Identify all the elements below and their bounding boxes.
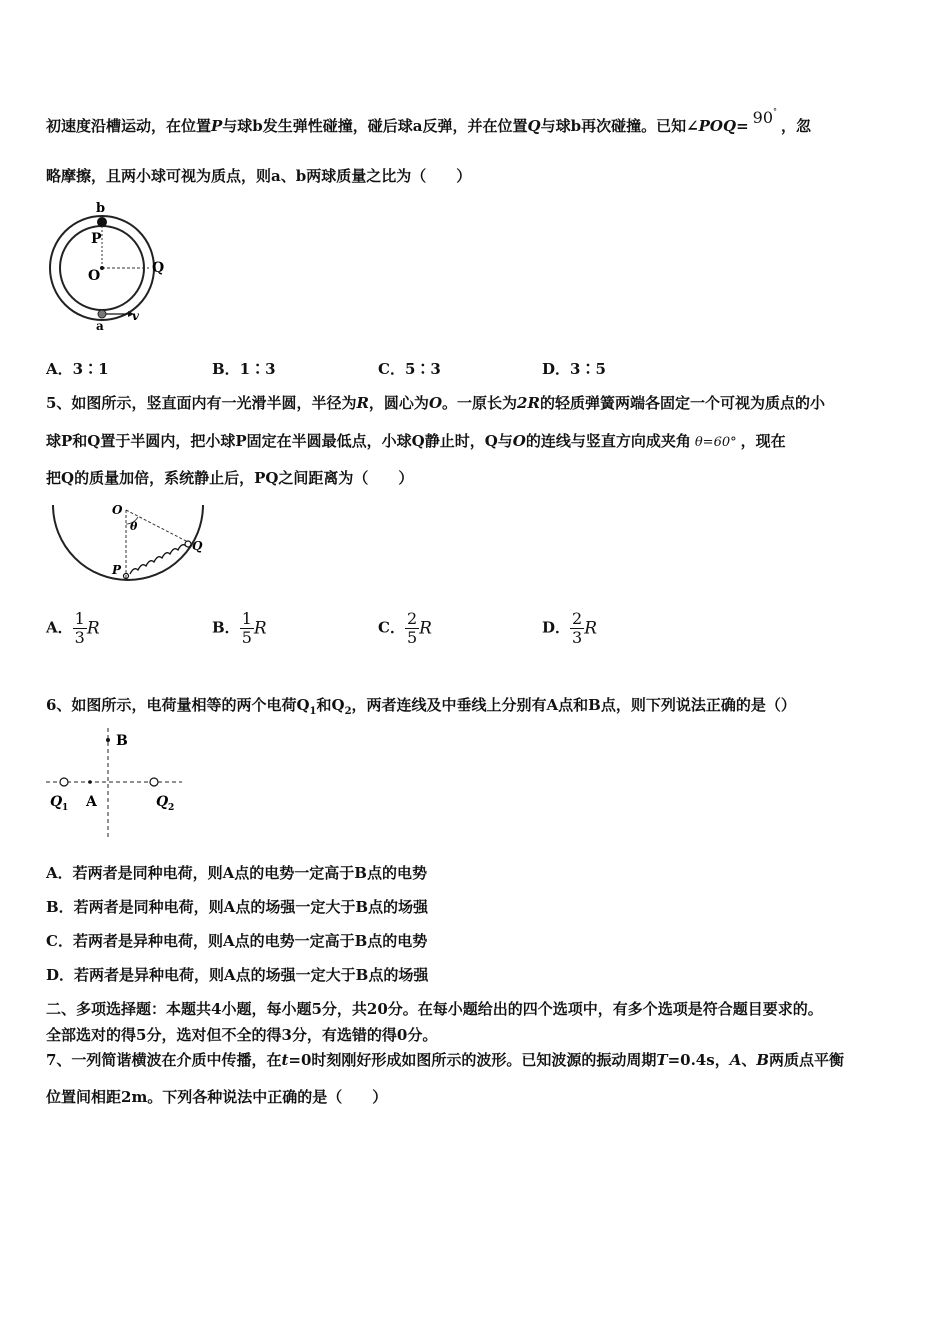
- q6-option-b[interactable]: B．若两者是同种电荷，则A点的场强一定大于B点的场强: [46, 898, 428, 916]
- label-Q2: Q: [156, 794, 169, 810]
- ball-a: [98, 310, 106, 318]
- fraction: $\frac{2}{5}$: [406, 609, 418, 647]
- label-Q: Q: [152, 260, 165, 276]
- label-Q: Q: [192, 539, 203, 553]
- label-A: A: [86, 794, 97, 810]
- q6-option-c[interactable]: C．若两者是异种电荷，则A点的电势一定高于B点的电势: [46, 932, 428, 950]
- label-B: B: [116, 733, 128, 749]
- q5-line-3: 把Q的质量加倍，系统静止后，PQ之间距离为（ ）: [46, 469, 414, 487]
- label-O: O: [88, 268, 101, 284]
- q5-line-1: 5、如图所示，竖直面内有一光滑半圆，半径为R，圆心为O。一原长为2R的轻质弹簧两端各固定一个可视为质点的小: [46, 394, 825, 412]
- label-a: a: [96, 319, 104, 333]
- fraction: $\frac{1}{5}$: [241, 609, 252, 647]
- q4-option-a[interactable]: A．3∶1: [46, 360, 109, 378]
- q5-line-2: 球P和Q置于半圆内，把小球P固定在半圆最低点，小球Q静止时，Q与O的连线与竖直方向成夹角 θ=60° ，现在: [46, 432, 786, 450]
- q4-ring-figure: [46, 198, 176, 333]
- charge-Q1: [60, 778, 68, 786]
- semicircle-arc: [53, 505, 203, 580]
- ball-Q: [185, 541, 191, 547]
- q4-line-2: 略摩擦，且两小球可视为质点，则a、b两球质量之比为（ ）: [46, 167, 472, 185]
- q5-semicircle-figure: [50, 500, 210, 586]
- q4-option-d[interactable]: D．3∶5: [542, 360, 606, 378]
- q4-option-c[interactable]: C．5∶3: [378, 360, 441, 378]
- svg-text:1: 1: [62, 803, 69, 813]
- center-O: [100, 266, 104, 270]
- fraction: $\frac{2}{3}$: [572, 609, 583, 647]
- label-Q1: Q: [50, 794, 63, 810]
- q6-option-d[interactable]: D．若两者是异种电荷，则A点的场强一定大于B点的场强: [46, 966, 429, 984]
- label-theta: θ: [130, 520, 138, 533]
- label-O: O: [112, 503, 123, 517]
- point-B: [106, 738, 110, 742]
- point-A: [88, 780, 92, 784]
- q4-line-1: 初速度沿槽运动，在位置P与球b发生弹性碰撞，碰后球a反弹，并在位置Q与球b再次碰撞。已知∠POQ= 90°，忽: [46, 107, 812, 135]
- q6-line-1: 6、如图所示，电荷量相等的两个电荷$Q_1$和$Q_2$，两者连线及中垂线上分别有A点和B点，则下列说法正确的是（）: [46, 696, 796, 717]
- label-v: v: [132, 309, 139, 323]
- charge-Q2: [150, 778, 158, 786]
- q5-option-c[interactable]: C． $\frac{2}{5}$ R: [378, 609, 432, 647]
- q5-option-a[interactable]: A． $\frac{1}{3}$ R: [46, 609, 100, 647]
- section2-heading-line-1: 二、多项选择题：本题共4小题，每小题5分，共20分。在每小题给出的四个选项中，有多个选项是符合题目要求的。: [46, 1000, 823, 1018]
- q7-line-2: 位置间相距2m。下列各种说法中正确的是（ ）: [46, 1088, 388, 1106]
- section2-heading-line-2: 全部选对的得5分，选对但不全的得3分，有选错的得0分。: [46, 1026, 438, 1044]
- fraction: $\frac{1}{3}$: [74, 609, 85, 647]
- q5-option-d[interactable]: D． $\frac{2}{3}$ R: [542, 609, 598, 647]
- q4-option-b[interactable]: B．1∶3: [212, 360, 276, 378]
- ball-b: [97, 217, 107, 227]
- q6-option-a[interactable]: A．若两者是同种电荷，则A点的电势一定高于B点的电势: [46, 864, 427, 882]
- spring: [130, 545, 186, 574]
- svg-text:2: 2: [168, 803, 175, 813]
- label-P: P: [112, 563, 122, 577]
- label-P: P: [91, 231, 102, 247]
- theta-value: θ=60°: [694, 435, 737, 450]
- angle-value: 90°: [752, 107, 778, 127]
- q5-option-b[interactable]: B． $\frac{1}{5}$ R: [212, 609, 267, 647]
- q7-line-1: 7、一列简谐横波在介质中传播，在t=0时刻刚好形成如图所示的波形。已知波源的振动周期T=0.4s，A、B两质点平衡: [46, 1051, 845, 1069]
- q6-charges-figure: [44, 726, 194, 840]
- label-b: b: [96, 201, 106, 216]
